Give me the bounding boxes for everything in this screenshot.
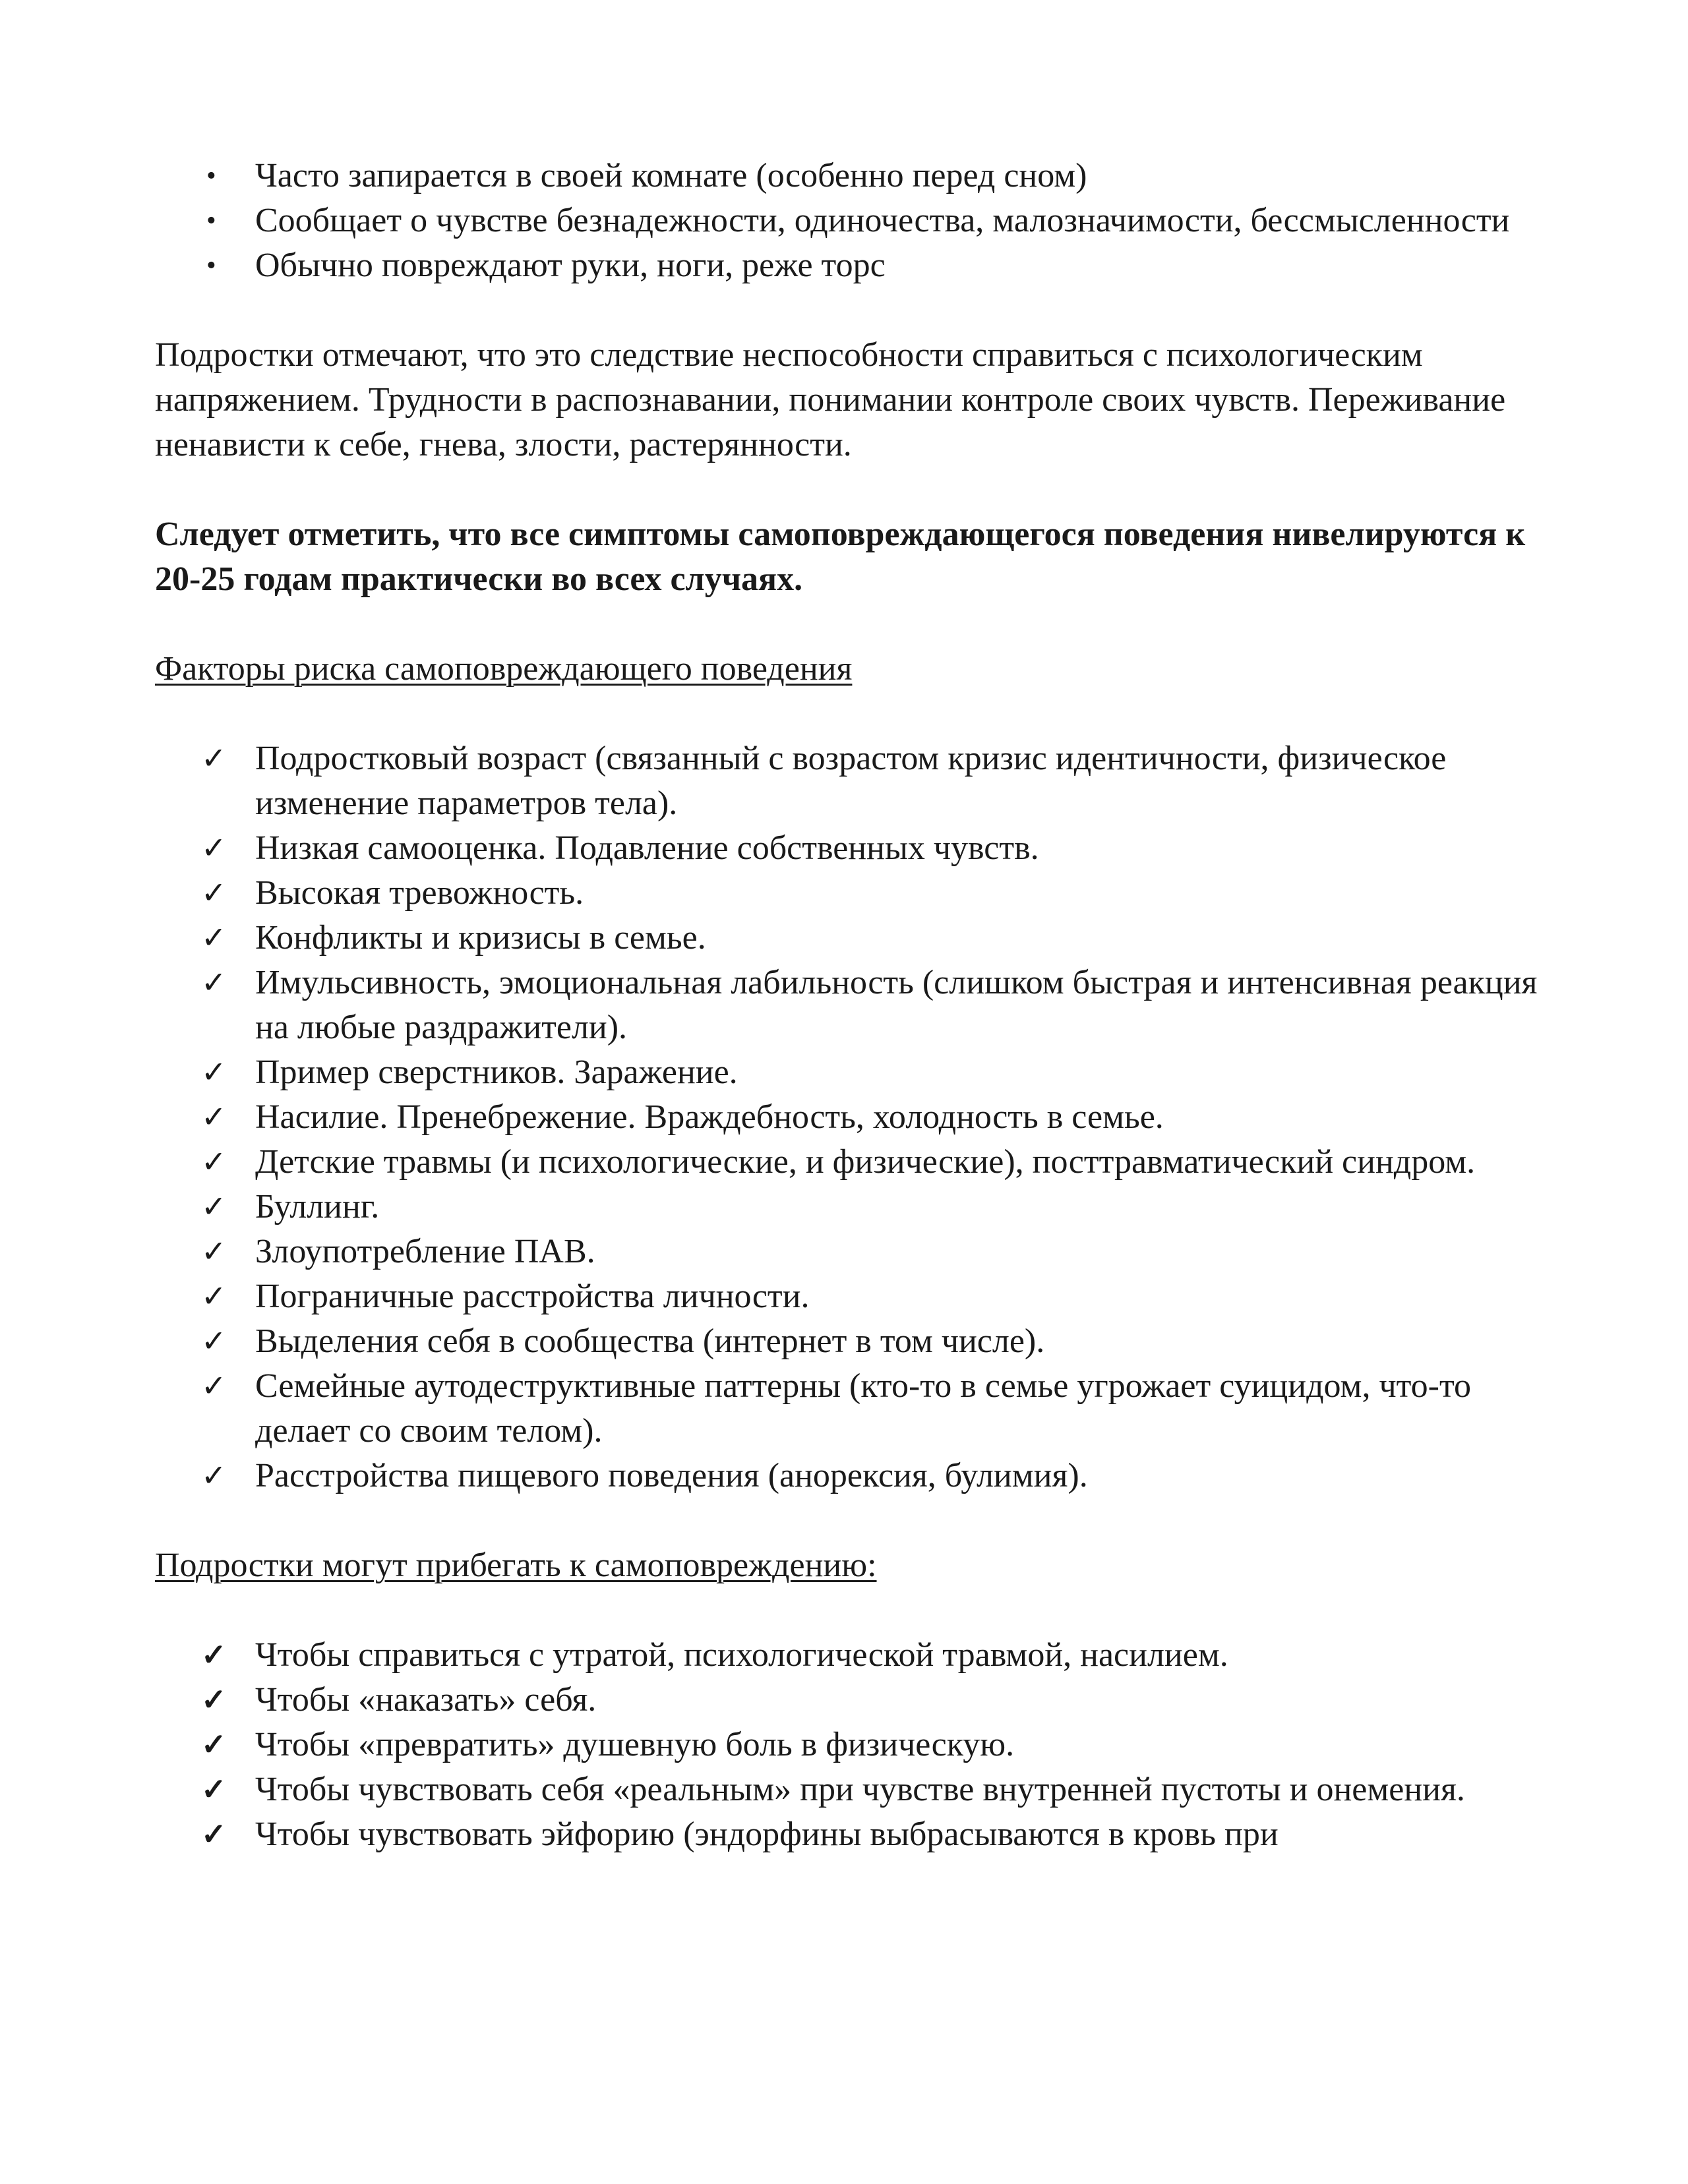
page-content [155, 154, 1546, 1857]
list-item [155, 1229, 1546, 1274]
checkmark-icon: ✓ [201, 1055, 227, 1089]
list-item [155, 1095, 1546, 1140]
list-item [155, 1364, 1546, 1454]
list-item [155, 916, 1546, 960]
list-item-text: Часто запирается в своей комнате (особенно перед сном) [255, 157, 1087, 194]
list-item [155, 1454, 1546, 1498]
list-item-text: Буллинг. [255, 1188, 380, 1225]
list-item-text: Конфликты и кризисы в семье. [255, 919, 706, 957]
reasons-heading: Подростки могут прибегать к самоповреждению: [155, 1547, 877, 1584]
checkmark-icon: ✓ [201, 921, 227, 955]
reasons-list [155, 1633, 1546, 1857]
checkmark-icon: ✓ [201, 831, 227, 865]
checkmark-icon: ✓ [201, 1683, 227, 1717]
list-item [155, 1678, 1546, 1723]
list-item [155, 243, 1546, 288]
list-item [155, 826, 1546, 871]
list-item [155, 154, 1546, 198]
bullet-icon: • [206, 161, 216, 191]
list-item [155, 960, 1546, 1050]
list-item [155, 1319, 1546, 1364]
list-item-text: Чтобы «превратить» душевную боль в физическую. [255, 1726, 1015, 1763]
risk-factors-heading: Факторы риска самоповреждающего поведения [155, 650, 853, 688]
list-item-text: Низкая самооценка. Подавление собственных чувств. [255, 829, 1039, 867]
checkmark-icon: ✓ [201, 876, 227, 910]
list-item [155, 736, 1546, 826]
checkmark-icon: ✓ [201, 742, 227, 775]
list-item [155, 1185, 1546, 1229]
list-item-text: Высокая тревожность. [255, 874, 584, 912]
list-item-text: Сообщает о чувстве безнадежности, одиночества, малозначимости, бессмысленности [255, 202, 1510, 239]
bullet-icon: • [206, 251, 216, 281]
paragraph-note-bold: Следует отметить, что все симптомы самоповреждающегося поведения нивелируются к 20-25 годам практически во всех случаях. [155, 516, 1526, 598]
list-item-text: Имульсивность, эмоциональная лабильность (слишком быстрая и интенсивная реакция на любые раздражители). [255, 964, 1538, 1046]
checkmark-icon: ✓ [201, 1638, 227, 1672]
checkmark-icon: ✓ [201, 1324, 227, 1358]
checkmark-icon: ✓ [201, 1235, 227, 1268]
intro-bullet-list [155, 154, 1546, 288]
checkmark-icon: ✓ [201, 966, 227, 999]
list-item-text: Обычно повреждают руки, ноги, реже торс [255, 247, 886, 284]
list-item-text: Насилие. Пренебрежение. Враждебность, холодность в семье. [255, 1098, 1164, 1136]
risk-factors-list [155, 736, 1546, 1498]
list-item [155, 1140, 1546, 1185]
list-item [155, 871, 1546, 916]
bullet-icon: • [206, 206, 216, 236]
list-item-text: Выделения себя в сообщества (интернет в том числе). [255, 1322, 1045, 1360]
checkmark-icon: ✓ [201, 1728, 227, 1761]
list-item-text: Детские травмы (и психологические, и физические), посттравматический синдром. [255, 1143, 1476, 1181]
list-item [155, 198, 1546, 243]
checkmark-icon: ✓ [201, 1369, 227, 1403]
list-item [155, 1723, 1546, 1767]
list-item [155, 1274, 1546, 1319]
list-item [155, 1767, 1546, 1812]
checkmark-icon: ✓ [201, 1817, 227, 1851]
list-item [155, 1812, 1546, 1857]
checkmark-icon: ✓ [201, 1773, 227, 1806]
checkmark-icon: ✓ [201, 1190, 227, 1224]
checkmark-icon: ✓ [201, 1145, 227, 1179]
list-item-text: Семейные аутодеструктивные паттерны (кто-то в семье угрожает суицидом, что-то делает со своим телом). [255, 1367, 1471, 1450]
list-item-text: Чтобы справиться с утратой, психологической травмой, насилием. [255, 1636, 1228, 1674]
list-item-text: Чтобы чувствовать себя «реальным» при чувстве внутренней пустоты и онемения. [255, 1771, 1465, 1808]
paragraph-difficulties: Подростки отмечают, что это следствие неспособности справиться с психологическим напряжением. Трудности в распознавании, понимании контроле своих чувств. Переживание ненависти к себе, гнева, злости, растерянности. [155, 336, 1506, 463]
list-item-text: Пограничные расстройства личности. [255, 1278, 810, 1315]
checkmark-icon: ✓ [201, 1280, 227, 1313]
list-item-text: Расстройства пищевого поведения (анорексия, булимия). [255, 1457, 1088, 1494]
list-item-text: Пример сверстников. Заражение. [255, 1053, 738, 1091]
list-item-text: Злоупотребление ПАВ. [255, 1233, 595, 1270]
checkmark-icon: ✓ [201, 1100, 227, 1134]
list-item-text: Чтобы «наказать» себя. [255, 1681, 597, 1719]
checkmark-icon: ✓ [201, 1459, 227, 1492]
list-item-text: Подростковый возраст (связанный с возрастом кризис идентичности, физическое изменение параметров тела). [255, 740, 1447, 822]
list-item [155, 1050, 1546, 1095]
list-item-text: Чтобы чувствовать эйфорию (эндорфины выбрасываются в кровь при [255, 1815, 1279, 1853]
list-item [155, 1633, 1546, 1678]
